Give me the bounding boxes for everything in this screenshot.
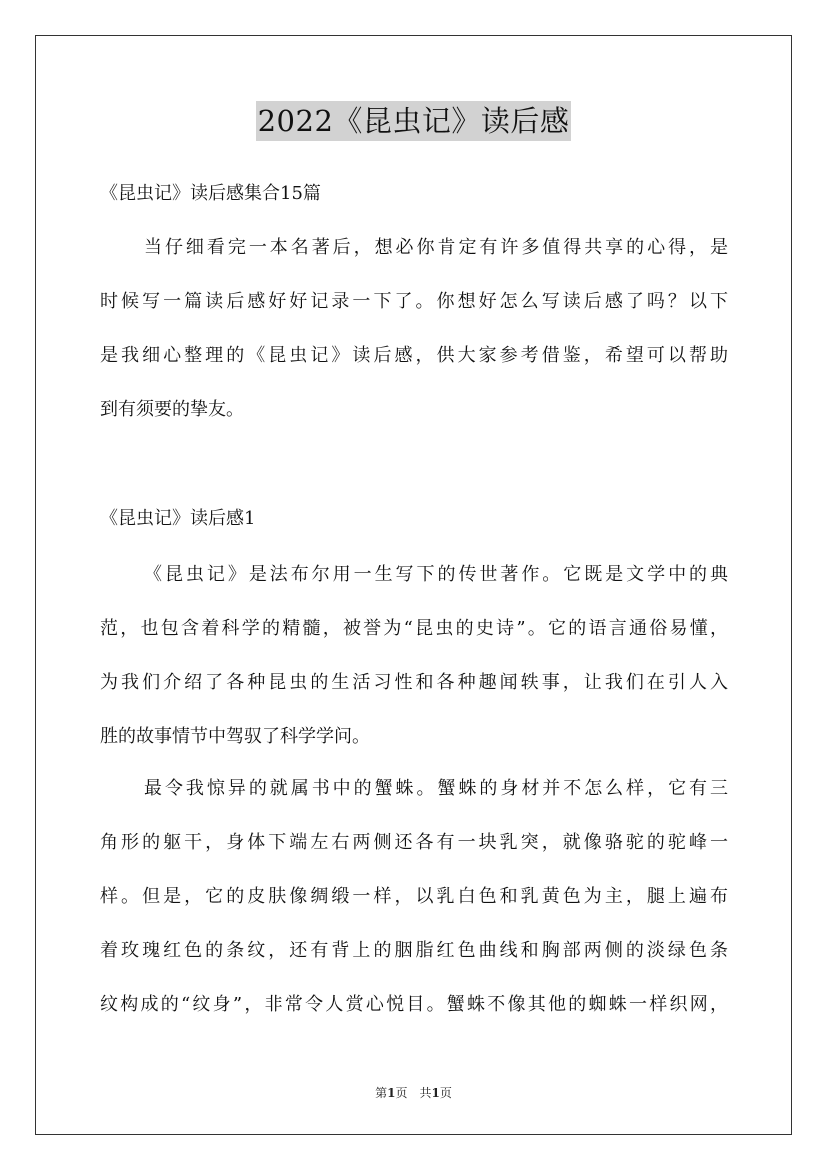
intro-line: 到有须要的挚友。 — [100, 399, 244, 420]
intro-line: 时候写一篇读后感好好记录一下了。你想好怎么写读后感了吗？以下 — [100, 291, 728, 312]
para2-line: 样。但是，它的皮肤像绸缎一样，以乳白色和乳黄色为主，腿上遍布 — [100, 886, 728, 907]
intro-line: 是我细心整理的《昆虫记》读后感，供大家参考借鉴，希望可以帮助 — [100, 345, 728, 366]
footer-label-pre: 第 — [375, 1086, 388, 1100]
page-footer — [0, 1084, 827, 1101]
para1-line: 为我们介绍了各种昆虫的生活习性和各种趣闻轶事，让我们在引人入 — [100, 672, 728, 693]
para2-line: 纹构成的“纹身”，非常令人赏心悦目。蟹蛛不像其他的蜘蛛一样织网， — [100, 994, 728, 1015]
para1-line: 胜的故事情节中驾驭了科学学问。 — [100, 726, 370, 747]
subtitle: 《昆虫记》读后感集合15篇 — [100, 183, 321, 204]
intro-line: 当仔细看完一本名著后，想必你肯定有许多值得共享的心得，是 — [144, 237, 728, 258]
section-heading: 《昆虫记》读后感1 — [100, 508, 256, 529]
page-current: 1 — [387, 1086, 396, 1100]
footer-label-post: 页 — [439, 1086, 452, 1100]
para1-line: 范，也包含着科学的精髓，被誉为“昆虫的史诗”。它的语言通俗易懂， — [100, 618, 728, 639]
para2-line: 最令我惊异的就属书中的蟹蛛。蟹蛛的身材并不怎么样，它有三 — [144, 778, 728, 799]
para2-line: 着玫瑰红色的条纹，还有背上的胭脂红色曲线和胸部两侧的淡绿色条 — [100, 940, 728, 961]
footer-label-mid: 页 共 — [395, 1086, 432, 1100]
para1-line: 《昆虫记》是法布尔用一生写下的传世著作。它既是文学中的典 — [144, 564, 728, 585]
para2-line: 角形的躯干，身体下端左右两侧还各有一块乳突，就像骆驼的驼峰一 — [100, 832, 728, 853]
document-title: 2022《昆虫记》读后感 — [256, 101, 572, 141]
page-total: 1 — [431, 1086, 440, 1100]
document-title-wrap — [0, 101, 827, 141]
